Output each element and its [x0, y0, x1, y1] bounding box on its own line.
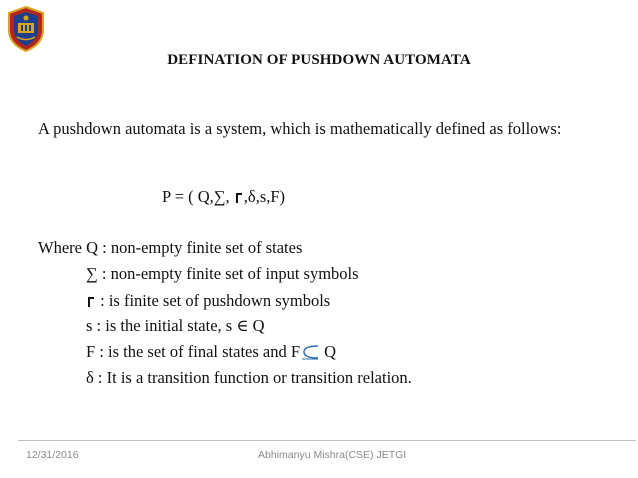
definition-gamma [86, 291, 330, 311]
footer-author: Abhimanyu Mishra(CSE) JETGI [258, 449, 407, 461]
definition-symbol: F [86, 342, 96, 361]
definition-final-states [86, 342, 336, 362]
institute-logo-icon [6, 6, 46, 52]
formula-suffix: ,δ,s,F) [243, 187, 286, 206]
definition-text: : It is a transition function or transition relation. [93, 368, 412, 387]
definition-symbol: s [86, 316, 93, 335]
gamma-icon [236, 193, 242, 203]
intro-paragraph: A pushdown automata is a system, which is mathematically defined as follows: [38, 119, 562, 138]
pda-formula [162, 187, 285, 207]
definition-text-after: Q [320, 342, 337, 361]
definition-delta [86, 368, 412, 388]
footer-date: 12/31/2016 [26, 449, 79, 461]
definition-text: : non-empty finite set of input symbols [97, 264, 359, 283]
formula-prefix: P = ( Q,∑, [162, 187, 234, 206]
footer-divider [18, 440, 636, 441]
definition-symbol: ∑ [86, 264, 98, 283]
definition-sigma [86, 264, 359, 284]
where-line: Where Q : non-empty finite set of states [38, 238, 303, 257]
gamma-icon [88, 297, 94, 307]
definition-symbol: δ [86, 368, 94, 387]
slide-title: DEFINATION OF PUSHDOWN AUTOMATA [167, 52, 471, 68]
definition-text: : is finite set of pushdown symbols [96, 291, 331, 310]
definition-text: : is the initial state, s ∈ Q [92, 316, 265, 335]
definition-initial-state [86, 316, 265, 336]
definition-text: : is the set of final states and F [95, 342, 301, 361]
subset-icon [301, 344, 319, 360]
